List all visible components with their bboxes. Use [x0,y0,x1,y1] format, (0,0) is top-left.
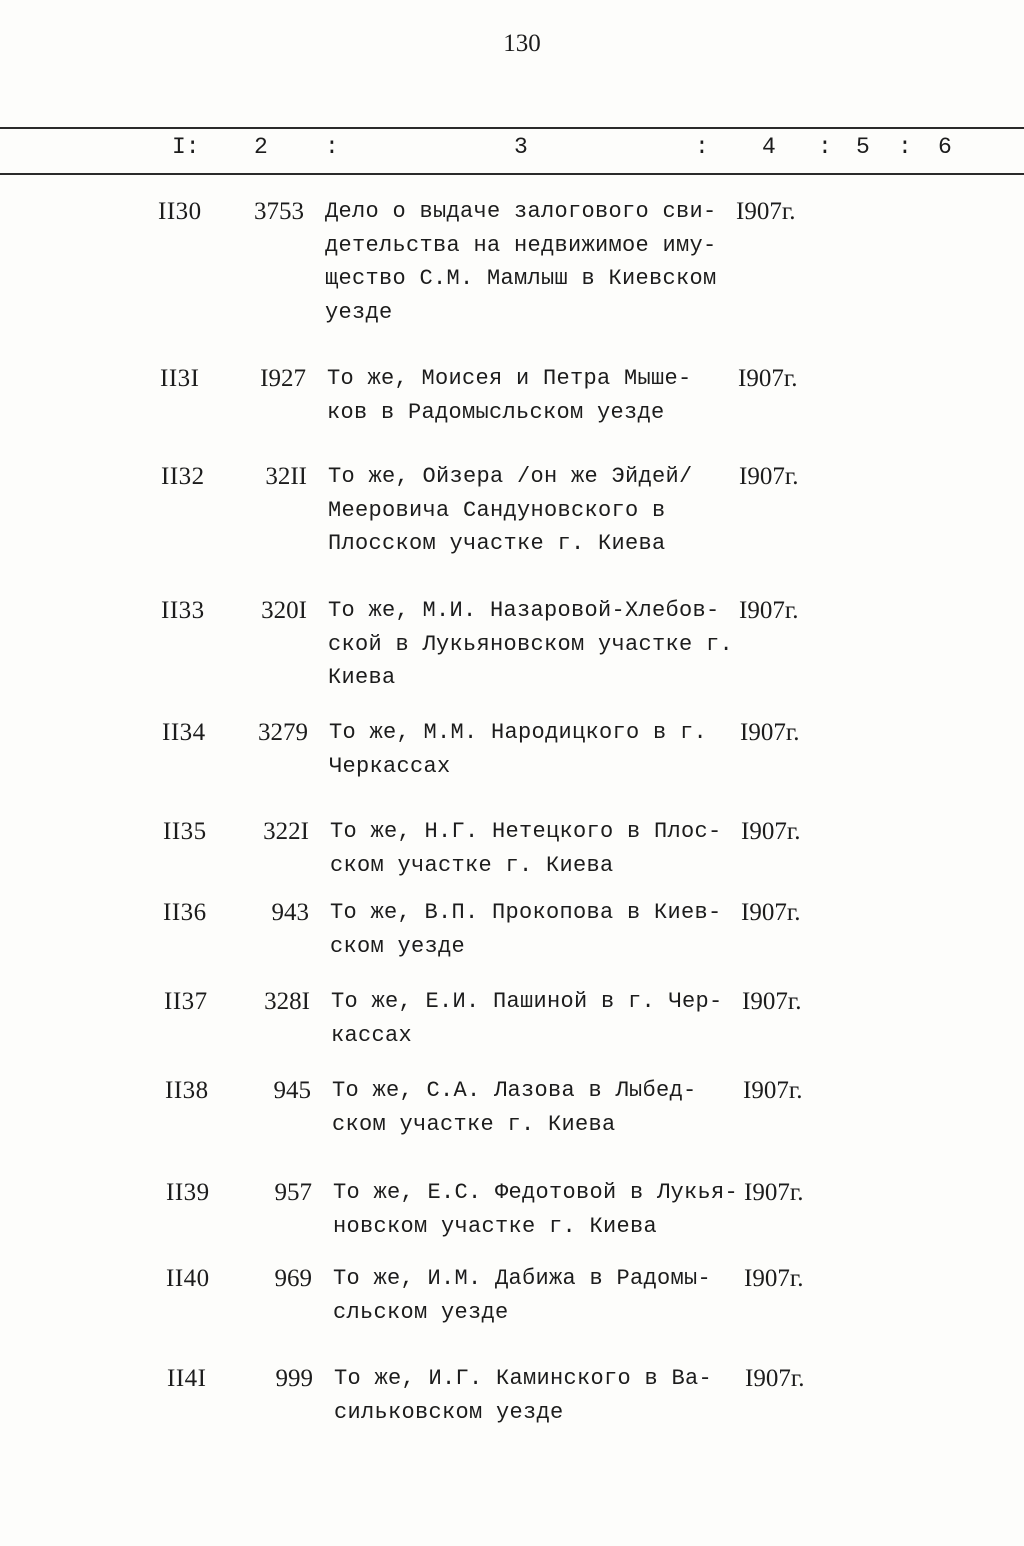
entry-archive-number: 945 [273,1077,311,1104]
entry-description-line: Черкассах [329,753,451,779]
entry-description-line: То же, С.А. Лазова в Лыбед- [332,1078,697,1103]
header-top-rule [0,127,1024,129]
entry-number: II3I [160,365,200,392]
entry-description-line: ской в Лукьяновском участке г. [328,631,734,657]
entry-description-line: ском участке г. Киева [330,852,614,878]
entry-description-line: уезде [325,299,393,325]
entry-description-line: То же, Е.С. Федотовой в Лукья- [333,1180,739,1205]
entry-description [333,1176,743,1243]
entry-year: I907г. [741,818,801,845]
entry-archive-number: 999 [275,1365,313,1392]
column-header-1: I: [172,134,200,160]
entry-description [333,1262,743,1329]
column-separator: : [695,134,709,160]
entry-year: I907г. [744,1265,804,1292]
entry-description-line: Мееровича Сандуновского в [328,497,666,523]
entry-description [329,716,739,783]
entry-year: I907г. [740,719,800,746]
entry-description-line: То же, Е.И. Пашиной в г. Чер- [331,989,723,1014]
entry-description [330,815,740,882]
column-header-3: 3 [514,134,528,160]
entry-number: II34 [162,719,206,746]
entry-description-line: новском участке г. Киева [333,1213,658,1239]
entry-description-line: сильковском уезде [334,1399,564,1425]
entry-year: I907г. [736,198,796,225]
entry-number: II36 [163,899,207,926]
entry-number: II32 [161,463,205,490]
entry-number: II38 [165,1077,209,1104]
entry-description-line: То же, М.И. Назаровой-Хлебов- [328,598,720,623]
column-header-2: 2 [254,134,268,160]
entry-description-line: То же, М.М. Народицкого в г. [329,720,708,745]
entry-archive-number: 322I [263,818,309,845]
column-header-6: 6 [938,134,952,160]
entry-description-line: То же, И.Г. Каминского в Ва- [334,1366,713,1391]
entry-year: I907г. [745,1365,805,1392]
entry-description-line: Дело о выдаче залогового сви- [325,199,717,224]
column-separator: : [898,134,912,160]
entry-description-line: ском уезде [330,933,466,959]
entry-number: II4I [167,1365,207,1392]
entry-number: II33 [161,597,205,624]
entry-description-line: щество С.М. Мамлыш в Киевском [325,266,717,291]
entry-description [328,460,738,561]
column-header-row [0,130,1024,170]
header-bottom-rule [0,173,1024,175]
entry-number: II35 [163,818,207,845]
entry-description-line: Плосском участке г. Киева [328,531,666,556]
entry-description [332,1074,742,1141]
entry-year: I907г. [739,597,799,624]
entry-archive-number: 943 [271,899,309,926]
entry-archive-number: 969 [274,1265,312,1292]
entry-number: II30 [158,198,202,225]
entry-number: II40 [166,1265,210,1292]
entry-archive-number: 328I [264,988,310,1015]
entry-number: II37 [164,988,208,1015]
entry-description-line: ском участке г. Киева [332,1111,616,1137]
entry-description-line: То же, И.М. Дабижа в Радомы- [333,1266,712,1291]
entry-description [330,896,740,963]
column-header-5: 5 [856,134,870,160]
entry-number: II39 [166,1179,210,1206]
entry-year: I907г. [744,1179,804,1206]
entry-year: I907г. [738,365,798,392]
entry-description-line: ков в Радомысльском уезде [327,399,665,425]
entry-archive-number: I927 [260,365,306,392]
entry-description [327,362,737,429]
column-separator: : [818,134,832,160]
entry-year: I907г. [742,988,802,1015]
entry-description [325,195,735,329]
entry-year: I907г. [739,463,799,490]
entry-description [334,1362,744,1429]
entry-year: I907г. [743,1077,803,1104]
entry-archive-number: 320I [261,597,307,624]
entry-description-line: То же, Моисея и Петра Мыше- [327,366,692,391]
entry-description-line: То же, В.П. Прокопова в Киев- [330,900,722,925]
entry-archive-number: 957 [274,1179,312,1206]
entry-description-line: То же, Ойзера /он же Эйдей/ [328,464,693,489]
entry-description-line: То же, Н.Г. Нетецкого в Плос- [330,819,722,844]
column-header-4: 4 [762,134,776,160]
entry-archive-number: 3279 [258,719,308,746]
entry-year: I907г. [741,899,801,926]
entry-description [331,985,741,1052]
entry-description-line: сльском уезде [333,1299,509,1325]
entry-description-line: детельства на недвижимое иму- [325,232,717,258]
entry-description [328,594,738,695]
page-number: 130 [503,30,541,57]
entry-archive-number: 3753 [254,198,304,225]
column-separator: : [325,134,339,160]
entry-description-line: кассах [331,1022,413,1048]
entry-description-line: Киева [328,665,396,690]
entry-archive-number: 32II [265,463,307,490]
